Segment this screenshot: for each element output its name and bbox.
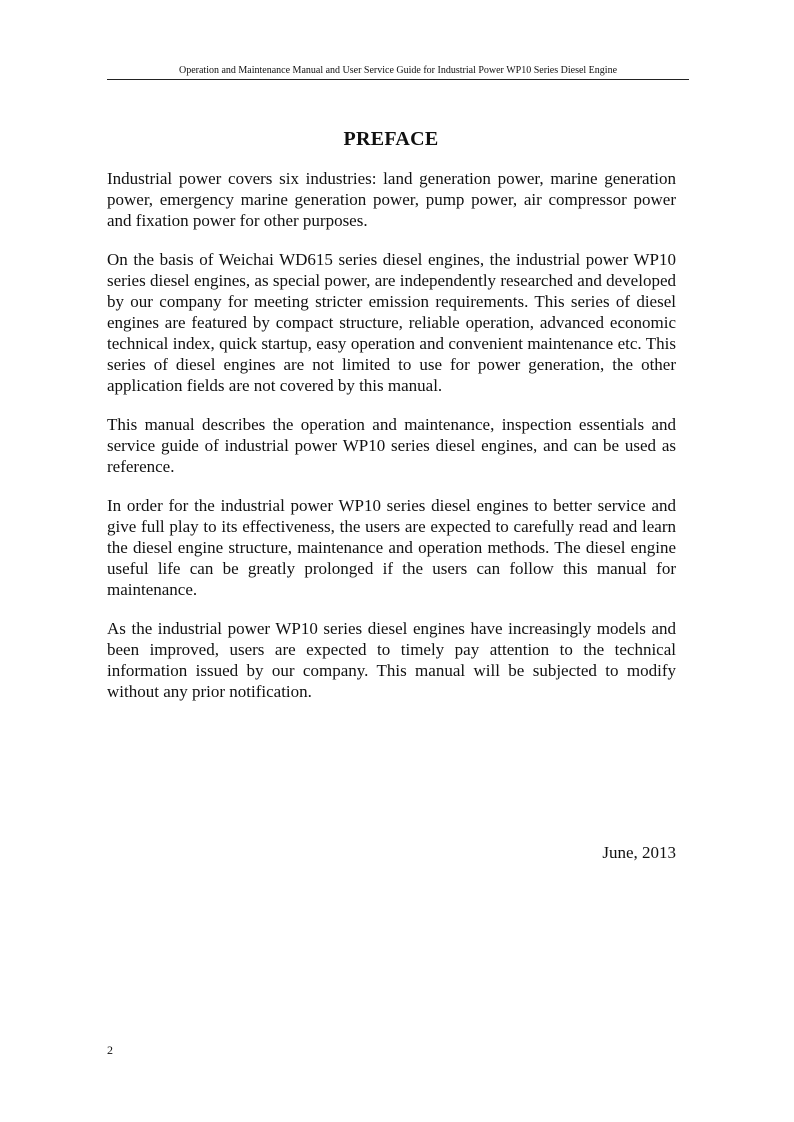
header-rule — [107, 79, 689, 80]
preface-body — [107, 168, 676, 720]
running-header: Operation and Maintenance Manual and User Service Guide for Industrial Power WP10 Series Diesel Engine — [178, 65, 618, 76]
publication-date: June, 2013 — [602, 843, 676, 862]
paragraph-notice: As the industrial power WP10 series diesel engines have increasingly models and been improved, users are expected to timely pay attention to the technical information issued by our company. This manual will be subjected to modify without any prior notification. — [107, 619, 676, 701]
paragraph-scope: This manual describes the operation and maintenance, inspection essentials and service guide of industrial power WP10 series diesel engines, and can be used as reference. — [107, 415, 676, 476]
paragraph-usage: In order for the industrial power WP10 series diesel engines to better service and give full play to its effectiveness, the users are expected to carefully read and learn the diesel engine structure, maintenance and operation methods. The diesel engine useful life can be greatly prolonged if the users can follow this manual for maintenance. — [107, 496, 676, 599]
page-title: PREFACE — [343, 128, 439, 150]
paragraph-background: On the basis of Weichai WD615 series diesel engines, the industrial power WP10 series diesel engines, as special power, are independently researched and developed by our company for meeting stricter emission requirements. This series of diesel engines are featured by compact structure, reliable operation, advanced economic technical index, quick startup, easy operation and convenient maintenance etc. This series of diesel engines are not limited to use for power generation, the other application fields are not covered by this manual. — [107, 250, 676, 395]
page-number: 2 — [107, 1043, 113, 1057]
paragraph-industries: Industrial power covers six industries: land generation power, marine generation power, emergency marine generation power, pump power, air compressor power and fixation power for other purposes. — [107, 169, 676, 230]
